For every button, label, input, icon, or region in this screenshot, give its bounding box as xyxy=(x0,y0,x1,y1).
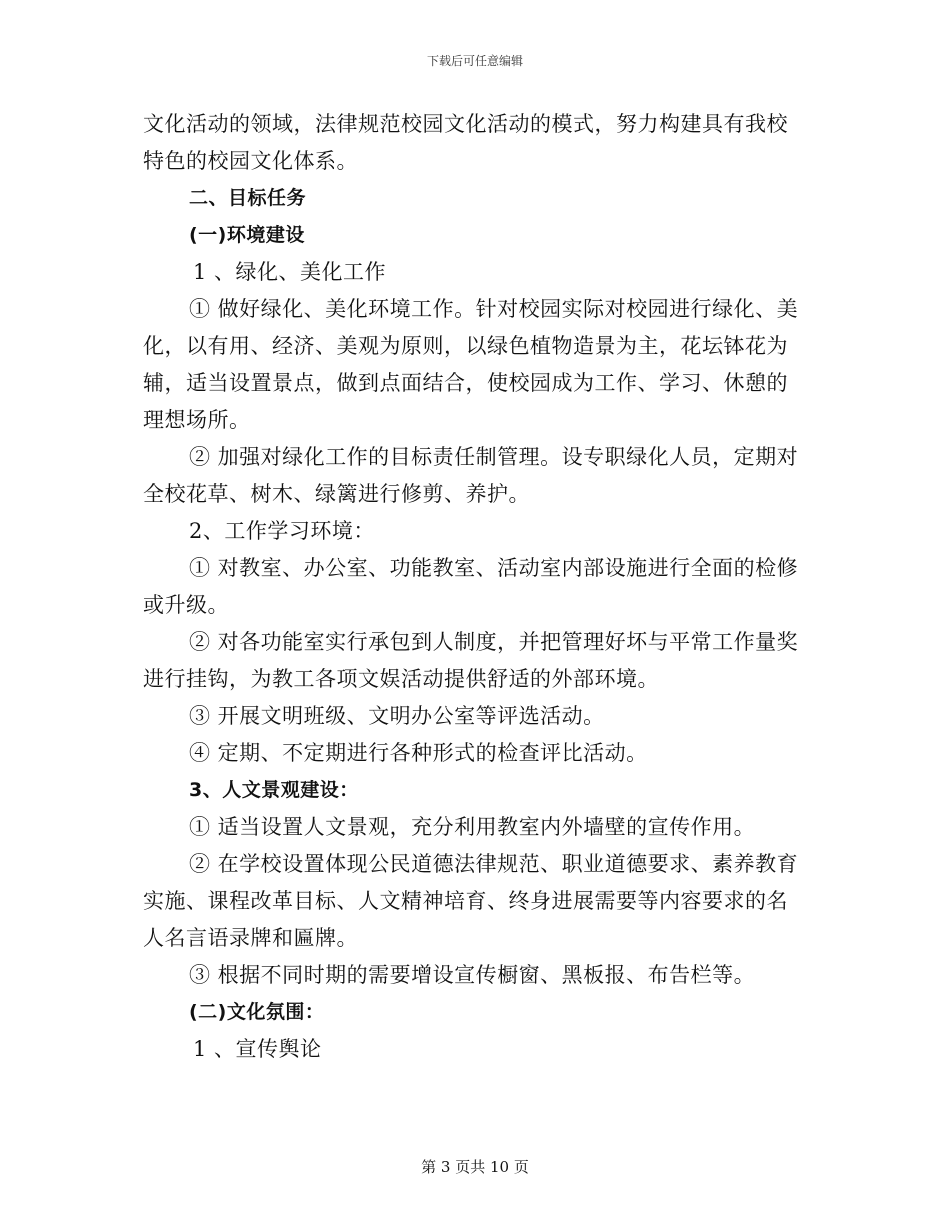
text-line: ② 加强对绿化工作的目标责任制管理。设专职绿化人员，定期对 xyxy=(189,445,799,469)
text-line: ③ 根据不同时期的需要增设宣传橱窗、黑板报、布告栏等。 xyxy=(189,963,756,987)
text-line: 2、工作学习环境： xyxy=(189,519,375,543)
text-line: 实施、课程改革目标、人文精神培育、终身进展需要等内容要求的名 xyxy=(143,889,788,913)
text-line: ④ 定期、不定期进行各种形式的检查评比活动。 xyxy=(189,741,648,765)
document-body xyxy=(143,106,803,1068)
page-header: 下载后可任意编辑 xyxy=(426,54,523,68)
text-line: 化，以有用、经济、美观为原则，以绿色植物造景为主，花坛钵花为 xyxy=(143,334,788,358)
text-line: ① 对教室、办公室、功能教室、活动室内部设施进行全面的检修 xyxy=(189,556,799,580)
text-line: ③ 开展文明班级、文明办公室等评选活动。 xyxy=(189,704,605,728)
text-line: 或升级。 xyxy=(143,593,229,617)
text-line: 理想场所。 xyxy=(143,408,251,432)
text-line: ② 对各功能室实行承包到人制度，并把管理好坏与平常工作量奖 xyxy=(189,630,799,654)
text-line: 辅，适当设置景点，做到点面结合，使校园成为工作、学习、休憩的 xyxy=(143,371,788,395)
text-line: 1 、宣传舆论 xyxy=(193,1037,322,1061)
section-heading: 3、人文景观建设： xyxy=(189,779,359,801)
text-line: ① 做好绿化、美化环境工作。针对校园实际对校园进行绿化、美 xyxy=(189,297,799,321)
section-heading: (二)文化氛围： xyxy=(189,1001,325,1023)
section-heading: 二、目标任务 xyxy=(189,187,307,209)
text-line: 特色的校园文化体系。 xyxy=(143,149,358,173)
page-footer: 第 3 页共 10 页 xyxy=(421,1158,529,1176)
text-line: 进行挂钩，为教工各项文娱活动提供舒适的外部环境。 xyxy=(143,667,659,691)
text-line: 全校花草、树木、绿篱进行修剪、养护。 xyxy=(143,482,530,506)
text-line: ② 在学校设置体现公民道德法律规范、职业道德要求、素养教育 xyxy=(189,852,799,876)
section-heading: (一)环境建设 xyxy=(189,224,305,246)
text-line: 人名言语录牌和匾牌。 xyxy=(143,926,358,950)
text-line: 文化活动的领域，法律规范校园文化活动的模式，努力构建具有我校 xyxy=(143,112,788,136)
text-line: ① 适当设置人文景观，充分利用教室内外墙壁的宣传作用。 xyxy=(189,815,756,839)
text-line: 1 、绿化、美化工作 xyxy=(193,260,387,284)
